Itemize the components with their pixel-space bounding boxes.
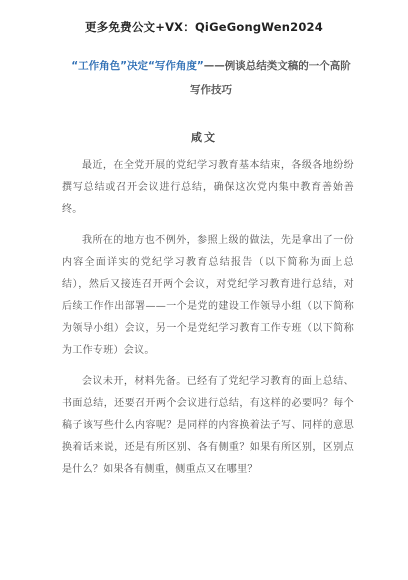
article-body [62, 155, 354, 490]
header-watermark-text: 更多免费公文+VX：QiGeGongWen2024 [85, 20, 323, 34]
paragraph: 我所在的地方也不例外，参照上级的做法，先是拿出了一份内容全面详实的党纪学习教育总结报告（以下简称为面上总结），然后又接连召开两个会议，对党纪学习教育进行总结，对后续工作作出部署——一个是党的建设工作领导小组（以下简称为领导小组）会议，另一个是党纪学习教育工作专班（以下简称为工作专班）会议。 [62, 235, 354, 356]
article-title [68, 54, 354, 102]
author-name: 咸文 [191, 131, 217, 144]
paragraph: 最近，在全党开展的党纪学习教育基本结束，各级各地纷纷撰写总结或召开会议进行总结，确保这次党内集中教育善始善终。 [62, 160, 354, 215]
title-highlight: “工作角色”决定“写作角度” [71, 60, 204, 72]
title-subtitle: ——例谈总结类文稿的一个高阶写作技巧 [190, 60, 351, 96]
paragraph: 会议未开，材料先备。已经有了党纪学习教育的面上总结、书面总结，还要召开两个会议进行总结，有这样的必要吗？每个稿子该写些什么内容呢？是同样的内容换着法子写、同样的意思换着话来说，还是有所区别、各有侧重？如果有所区别，区别点是什么？如果各有侧重，侧重点又在哪里？ [62, 376, 354, 475]
